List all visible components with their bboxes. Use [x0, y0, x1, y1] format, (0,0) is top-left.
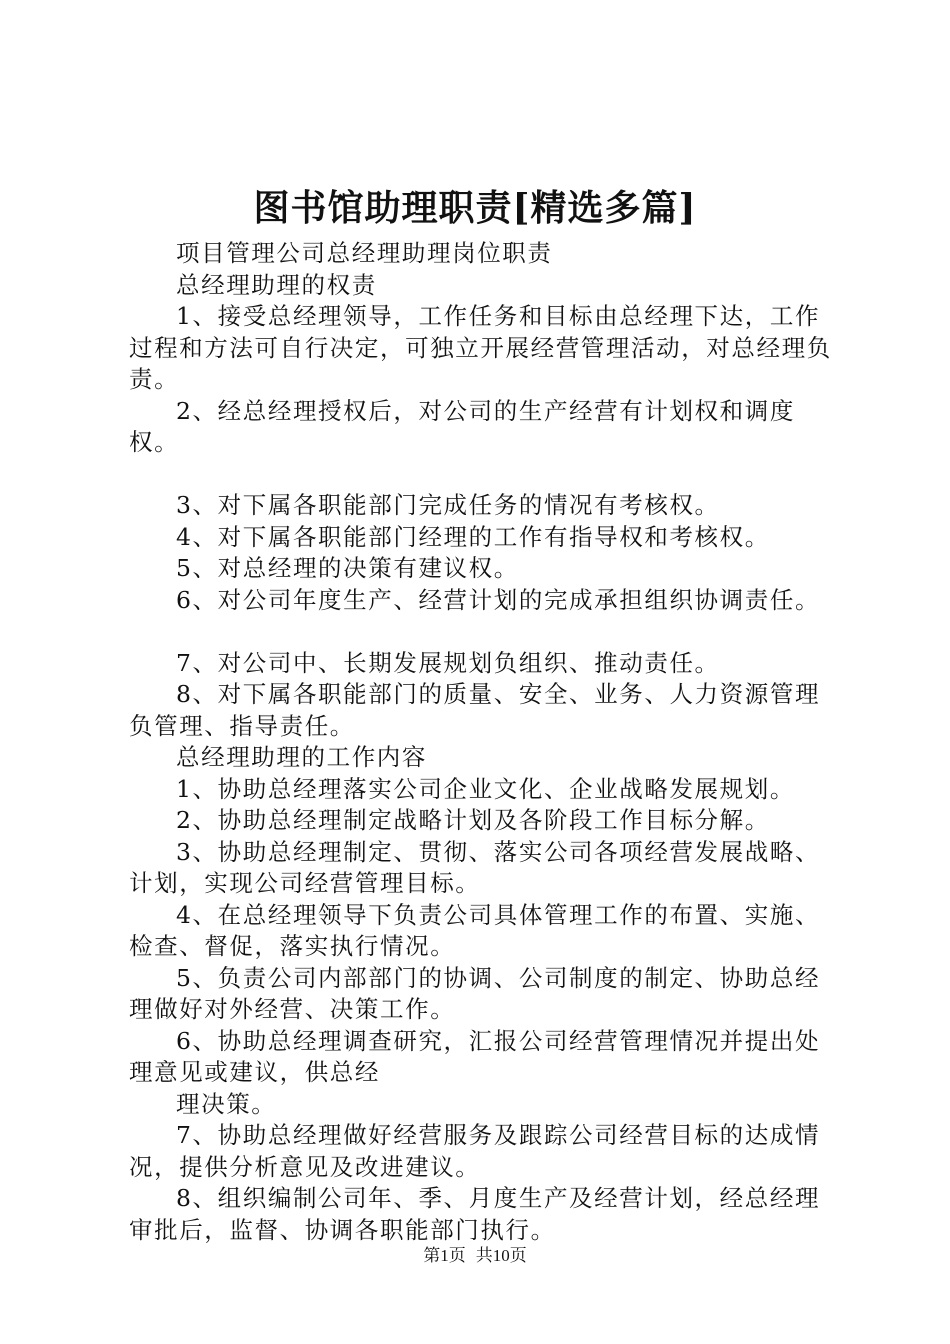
paragraph-duty-1: 1、协助总经理落实公司企业文化、企业战略发展规划。 [176, 774, 795, 803]
paragraph-authority-4: 4、对下属各职能部门经理的工作有指导权和考核权。 [176, 522, 770, 551]
paragraph-duty-8: 8、组织编制公司年、季、月度生产及经营计划，经总经理审批后，监督、协调各职能部门执行。 [129, 1184, 821, 1244]
paragraph-authority-1: 1、接受总经理领导，工作任务和目标由总经理下达，工作过程和方法可自行决定，可独立开展经营管理活动，对总经理负责。 [129, 302, 832, 393]
paragraph-authority-3: 3、对下属各职能部门完成任务的情况有考核权。 [176, 491, 720, 519]
paragraph-duty-7: 7、协助总经理做好经营服务及跟踪公司经营目标的达成情况，提供分析意见及改进建议。 [129, 1121, 821, 1181]
paragraph-duty-4: 4、在总经理领导下负责公司具体管理工作的布置、实施、检查、督促，落实执行情况。 [129, 900, 821, 960]
page-total: 共10页 [475, 1246, 527, 1265]
paragraph-authority-2: 2、经总经理授权后，对公司的生产经营有计划权和调度权。 [129, 396, 795, 456]
paragraph-subheading-duties: 总经理助理的工作内容 [176, 743, 427, 771]
document-title: 图书馆助理职责[精选多篇] [253, 187, 697, 229]
page-number: 第1页 [423, 1246, 466, 1265]
paragraph-authority-6: 6、对公司年度生产、经营计划的完成承担组织协调责任。 [176, 585, 821, 614]
paragraph-duty-5: 5、负责公司内部部门的协调、公司制度的制定、协助总经理做好对外经营、决策工作。 [129, 963, 821, 1023]
paragraph-duty-3: 3、协助总经理制定、贯彻、落实公司各项经营发展战略、计划，实现公司经营管理目标。 [129, 837, 821, 897]
page-footer [0, 1244, 950, 1268]
paragraph-duty-6-continued: 理决策。 [176, 1089, 277, 1118]
paragraph-authority-8: 8、对下属各职能部门的质量、安全、业务、人力资源管理负管理、指导责任。 [129, 680, 821, 740]
paragraph-authority-5: 5、对总经理的决策有建议权。 [176, 554, 519, 582]
paragraph-duty-2: 2、协助总经理制定战略计划及各阶段工作目标分解。 [176, 806, 770, 834]
paragraph-section-heading: 项目管理公司总经理助理岗位职责 [176, 239, 553, 267]
paragraph-subheading-authority: 总经理助理的权责 [176, 270, 377, 299]
document-body [129, 238, 839, 1246]
paragraph-duty-6: 6、协助总经理调查研究，汇报公司经营管理情况并提出处理意见或建议，供总经 [129, 1026, 821, 1086]
paragraph-authority-7: 7、对公司中、长期发展规划负组织、推动责任。 [176, 648, 720, 677]
